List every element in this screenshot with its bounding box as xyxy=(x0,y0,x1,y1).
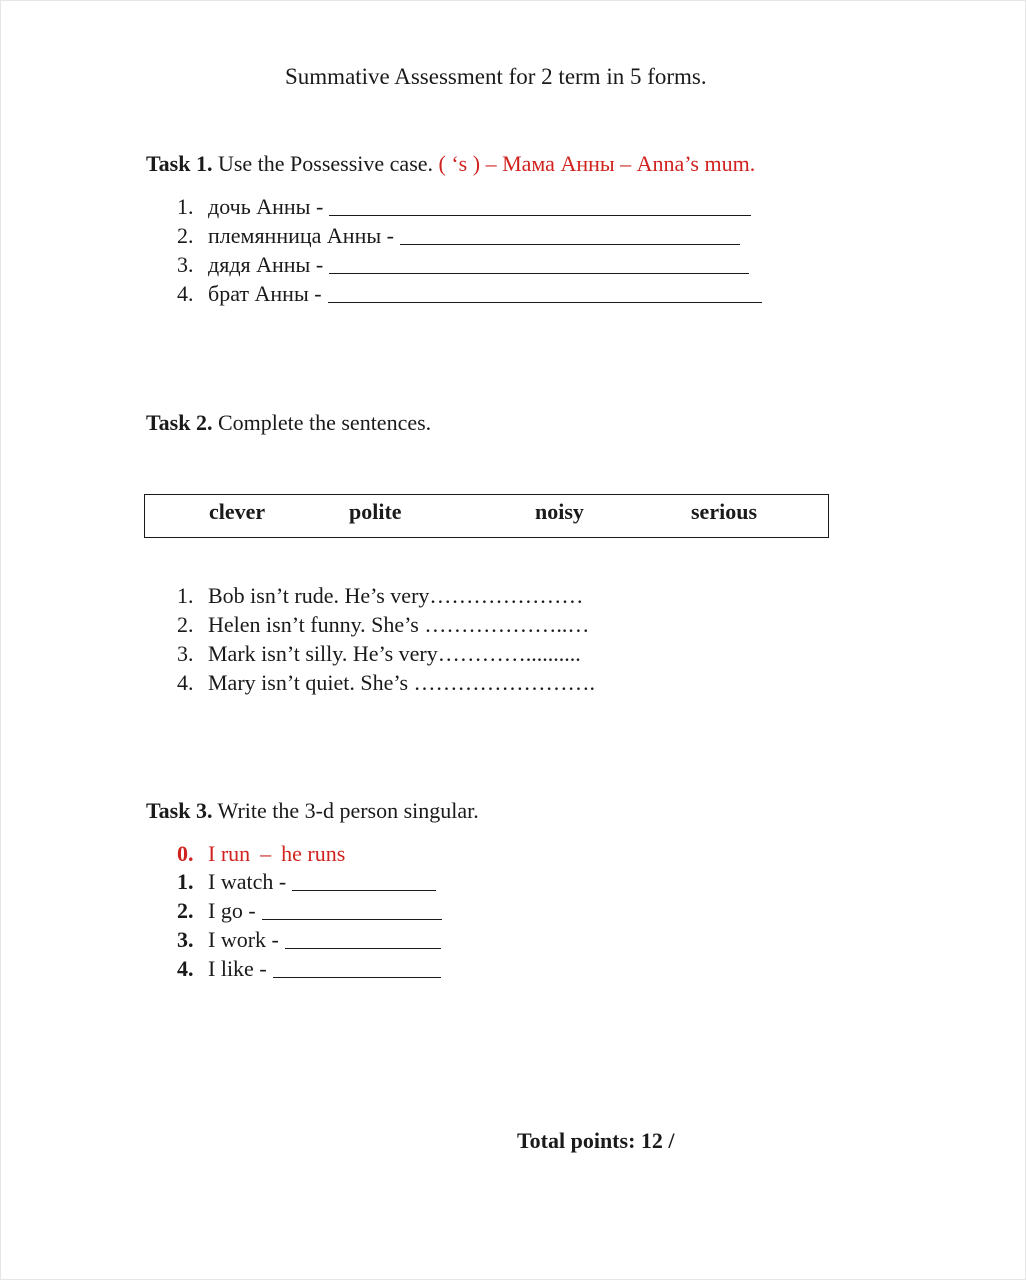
answer-line[interactable] xyxy=(329,255,749,274)
task1-heading xyxy=(146,151,755,177)
word-bank-word: serious xyxy=(691,499,757,524)
task1-item xyxy=(177,223,740,249)
task3-item xyxy=(177,956,441,982)
task3-item-text: I go - xyxy=(208,898,256,923)
task3-item-number: 4. xyxy=(177,956,194,981)
task1-label: Task 1. xyxy=(146,151,213,176)
task3-example-left: I run xyxy=(208,841,251,866)
task2-label: Task 2. xyxy=(146,410,213,435)
task1-item-text: брат Анны - xyxy=(208,281,322,306)
task3-example-number: 0. xyxy=(177,841,194,866)
task1-item xyxy=(177,281,762,307)
task1-item-number: 3. xyxy=(177,252,194,277)
task1-example-text: – Мама Анны – Anna’s mum. xyxy=(480,151,756,176)
task1-item-text: дядя Анны - xyxy=(208,252,324,277)
task1-item-text: дочь Анны - xyxy=(208,194,324,219)
answer-line[interactable] xyxy=(400,226,740,245)
task3-item xyxy=(177,898,442,924)
task1-item xyxy=(177,252,749,278)
answer-line[interactable] xyxy=(262,901,442,920)
task3-example-dash: – xyxy=(260,841,272,866)
task2-item-text: Mary isn’t quiet. She’s ……………………. xyxy=(208,670,596,695)
task3-item-number: 1. xyxy=(177,869,194,894)
word-bank-word: noisy xyxy=(535,499,584,524)
task1-example-marker: ( ‘s ) xyxy=(438,151,481,176)
total-points: Total points: 12 / xyxy=(517,1128,675,1153)
task2-heading xyxy=(146,410,431,436)
task3-example xyxy=(177,841,345,867)
answer-line[interactable] xyxy=(285,930,441,949)
task2-item-number: 3. xyxy=(177,641,194,666)
task2-item-text: Bob isn’t rude. He’s very………………… xyxy=(208,583,584,608)
task2-item-text: Mark isn’t silly. He’s very………….......... xyxy=(208,641,581,666)
task3-heading xyxy=(146,798,479,824)
task2-instruction: Complete the sentences. xyxy=(212,410,432,435)
answer-line[interactable] xyxy=(329,197,751,216)
task1-item-number: 4. xyxy=(177,281,194,306)
word-bank-word: clever xyxy=(209,499,266,524)
word-bank-word: polite xyxy=(349,499,402,524)
answer-line[interactable] xyxy=(292,872,436,891)
document-title: Summative Assessment for 2 term in 5 forms. xyxy=(285,64,707,89)
task2-item xyxy=(177,583,583,609)
task2-item-number: 1. xyxy=(177,583,194,608)
task3-item-text: I work - xyxy=(208,927,279,952)
task1-item-number: 1. xyxy=(177,194,194,219)
task3-item-number: 2. xyxy=(177,898,194,923)
task3-example-right: he runs xyxy=(281,841,346,866)
task3-item xyxy=(177,927,441,953)
task2-item xyxy=(177,612,589,638)
task3-item-number: 3. xyxy=(177,927,194,952)
task1-item-text: племянница Анны - xyxy=(208,223,394,248)
task1-item xyxy=(177,194,751,220)
task3-item xyxy=(177,869,436,895)
task1-instruction: Use the Possessive case. xyxy=(212,151,439,176)
task3-instruction: Write the 3-d person singular. xyxy=(212,798,479,823)
task2-item xyxy=(177,641,581,667)
task2-item xyxy=(177,670,595,696)
answer-line[interactable] xyxy=(328,284,762,303)
answer-line[interactable] xyxy=(273,959,441,978)
task2-item-number: 4. xyxy=(177,670,194,695)
task3-item-text: I like - xyxy=(208,956,267,981)
task3-label: Task 3. xyxy=(146,798,213,823)
task1-item-number: 2. xyxy=(177,223,194,248)
task3-item-text: I watch - xyxy=(208,869,287,894)
word-bank-box xyxy=(144,494,829,538)
task2-item-number: 2. xyxy=(177,612,194,637)
task2-item-text: Helen isn’t funny. She’s ………………..… xyxy=(208,612,590,637)
